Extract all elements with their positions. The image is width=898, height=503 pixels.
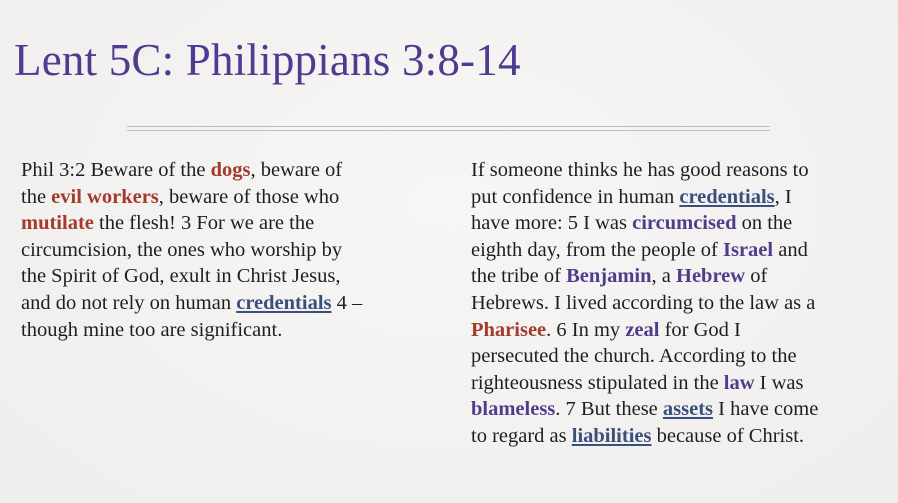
keyword-pharisee: Pharisee (471, 318, 547, 341)
text-line (471, 263, 881, 290)
text-run: have more: 5 I was (471, 212, 633, 235)
text-run: eighth day, from the people of (471, 238, 723, 261)
keyword-credentials: credentials (679, 185, 775, 208)
text-line (21, 157, 431, 184)
text-line (471, 210, 881, 237)
text-line: Hebrews. I lived according to the law as a (471, 291, 816, 314)
text-run: , beware of those who (158, 185, 340, 208)
text-line: persecuted the church. According to the (471, 345, 797, 368)
text-run: put confidence in human (471, 185, 680, 208)
text-run: , beware of (250, 159, 343, 181)
keyword-zeal: zeal (625, 318, 660, 341)
keyword-circumcised: circumcised (632, 212, 737, 235)
text-run: . 7 But these (555, 398, 663, 421)
text-run: and do not rely on human (21, 291, 237, 314)
right-text-column (471, 157, 881, 450)
text-run: the (21, 185, 52, 208)
text-line: though mine too are significant. (21, 318, 283, 341)
text-line: the Spirit of God, exult in Christ Jesus, (21, 265, 341, 288)
keyword-evil-workers: evil workers (51, 185, 159, 208)
text-run: righteousness stipulated in the (471, 371, 724, 394)
text-run: I have come (713, 398, 819, 421)
keyword-mutilate: mutilate (21, 212, 94, 235)
text-run: , a (651, 265, 676, 288)
text-run: of (745, 265, 768, 288)
text-run: for God I (659, 318, 741, 341)
text-run: the flesh! 3 For we are the (93, 212, 315, 235)
text-run: because of Christ. (651, 424, 805, 447)
text-run: on the (736, 212, 793, 235)
text-run: 4 – (331, 291, 363, 314)
text-line (21, 184, 431, 211)
text-run: the tribe of (471, 265, 567, 288)
left-text-column (21, 157, 431, 343)
title-divider (127, 126, 770, 131)
keyword-israel: Israel (723, 238, 774, 261)
keyword-benjamin: Benjamin (566, 265, 652, 288)
text-line (471, 237, 881, 264)
text-line (471, 423, 881, 450)
text-line (471, 396, 881, 423)
keyword-blameless: blameless (471, 398, 556, 421)
keyword-credentials: credentials (236, 291, 332, 314)
text-run: to regard as (471, 424, 572, 447)
text-line (471, 184, 881, 211)
text-line (471, 370, 881, 397)
text-run: . 6 In my (546, 318, 626, 341)
text-line (21, 290, 431, 317)
keyword-hebrew: Hebrew (676, 265, 746, 288)
text-line: circumcision, the ones who worship by (21, 238, 343, 261)
text-line (471, 317, 881, 344)
text-run: Phil 3:2 Beware of the (21, 159, 211, 181)
keyword-liabilities: liabilities (571, 424, 652, 447)
text-run: I was (754, 371, 804, 394)
text-line (21, 210, 431, 237)
keyword-law: law (723, 371, 755, 394)
text-run: and (773, 238, 808, 261)
text-line: If someone thinks he has good reasons to (471, 159, 809, 181)
keyword-assets: assets (662, 398, 714, 421)
slide-title: Lent 5C: Philippians 3:8-14 (14, 35, 521, 85)
text-run: , I (774, 185, 792, 208)
keyword-dogs: dogs (210, 159, 251, 181)
